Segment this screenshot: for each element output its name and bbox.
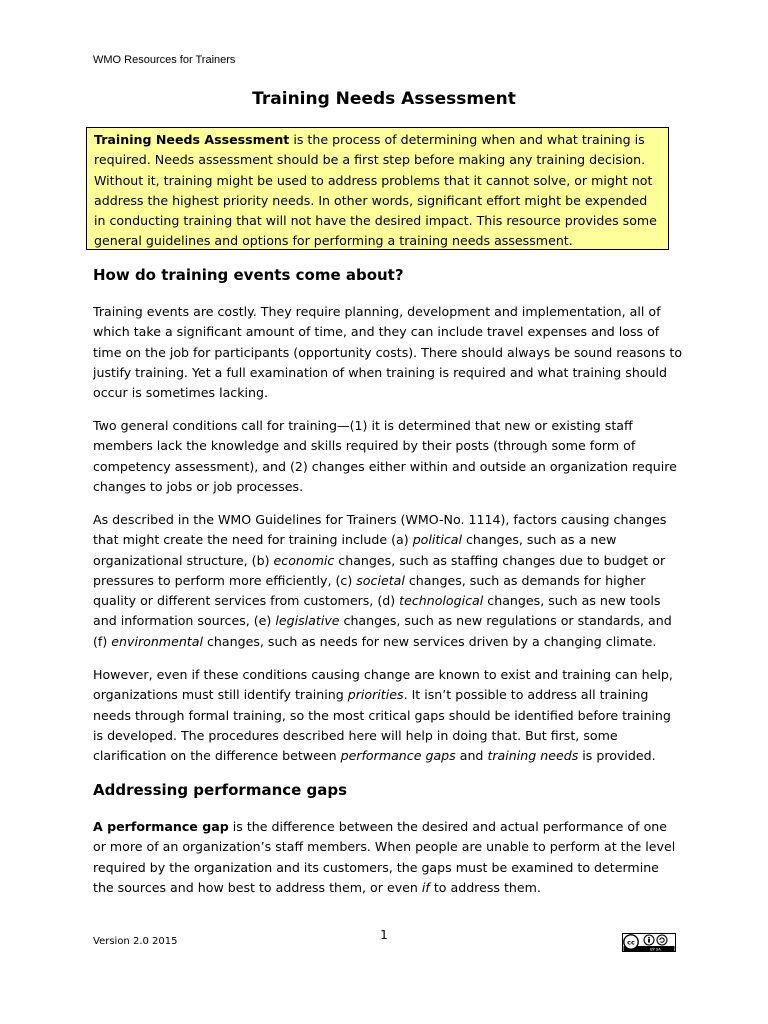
paragraph-priorities: However, even if these conditions causing change are known to exist and training can help, organizations must still identify training priorities. It isn’t possible to address all training needs through formal training, so the most critical gaps should be identified before training is developed. The procedures described here will help in doing that. But first, some clarification on the difference between performance gaps and training needs is provided. bbox=[93, 667, 673, 764]
section-heading-performance-gaps: Addressing performance gaps bbox=[93, 781, 348, 799]
footer-version: Version 2.0 2015 bbox=[93, 936, 178, 947]
page-title: Training Needs Assessment bbox=[252, 89, 516, 109]
page-number: 1 bbox=[380, 928, 388, 942]
svg-text:cc: cc bbox=[627, 938, 635, 947]
paragraph-conditions: Two general conditions call for training—(1) it is determined that new or existing staff members lack the knowledge and skills required by their posts (through some form of competency assessment), and (2) changes either within and outside an organization require changes to jobs or job processes. bbox=[93, 418, 677, 494]
cc-by-sa-icon bbox=[622, 933, 676, 952]
paragraph-factors: As described in the WMO Guidelines for Trainers (WMO-No. 1114), factors causing changes that might create the need for training include (a) political changes, such as a new organizational structure, (b) economic changes, such as staffing changes due to budget or pressures to perform more efficiently, (c) societal changes, such as demands for higher quality or different services from customers, (d) technological changes, such as new tools and information sources, (e) legislative changes, such as new regulations or standards, and (f) environmental changes, such as needs for new services driven by a changing climate. bbox=[93, 512, 672, 649]
summary-box bbox=[86, 127, 669, 250]
summary-term: Training Needs Assessment bbox=[94, 132, 290, 147]
paragraph-costs: Training events are costly. They require planning, development and implementation, all of which take a significant amount of time, and they can include travel expenses and loss of time on the job for participants (opportunity costs). There should always be sound reasons to justify training. Yet a full examination of when training is required and what training should occur is sometimes lacking. bbox=[93, 304, 683, 401]
section-heading-training-events: How do training events come about? bbox=[93, 266, 404, 284]
summary-text: is the process of determining when and what training is required. Needs assessment should be a first step before making any training decision. Without it, training might be used to address problems that it cannot solve, or might not address the highest priority needs. In other words, significant effort might be expended in conducting training that will not have the desired impact. This resource provides some general guidelines and options for performing a training needs assessment. bbox=[94, 132, 657, 249]
running-header: WMO Resources for Trainers bbox=[93, 54, 236, 66]
svg-text:BY SA: BY SA bbox=[650, 947, 661, 952]
paragraph-performance-gap: A performance gap is the difference between the desired and actual performance of one or more of an organization’s staff members. When people are unable to perform at the level required by the organization and its customers, the gaps must be examined to determine the sources and how best to address them, or even if to address them. bbox=[93, 819, 676, 895]
